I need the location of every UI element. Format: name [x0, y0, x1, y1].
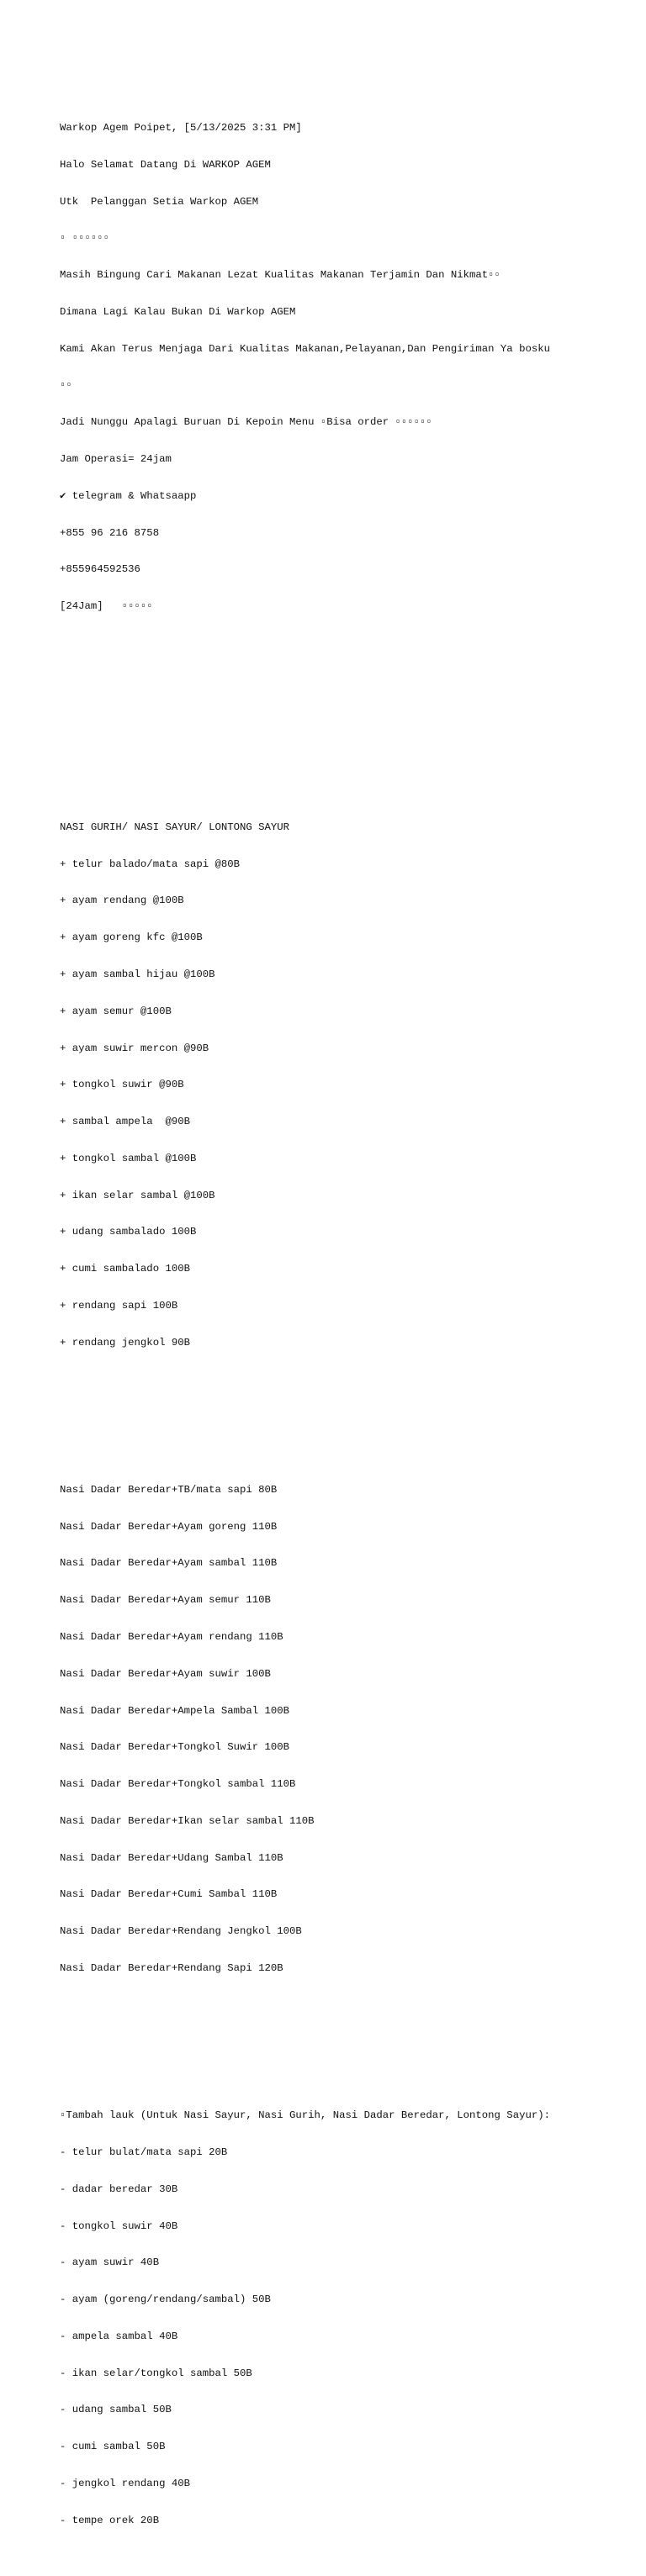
menu-item: + ayam semur @100B: [60, 1005, 172, 1017]
menu-item: - jengkol rendang 40B: [60, 2477, 190, 2489]
menu-item: + udang sambalado 100B: [60, 1226, 197, 1238]
menu-item: Nasi Dadar Beredar+Ayam semur 110B: [60, 1594, 271, 1607]
spacer: [60, 674, 632, 687]
header-line: Jadi Nunggu Apalagi Buruan Di Kepoin Menu ▫Bisa order ▫▫▫▫▫▫: [60, 416, 432, 429]
spacer: [60, 710, 632, 723]
menu-item: + ayam suwir mercon @90B: [60, 1042, 209, 1054]
menu-item: - ayam (goreng/rendang/sambal) 50B: [60, 2294, 271, 2306]
menu-item: - tempe orek 20B: [60, 2514, 160, 2526]
menu-item: Nasi Dadar Beredar+Ampela Sambal 100B: [60, 1704, 290, 1717]
menu-item: + tongkol suwir @90B: [60, 1079, 184, 1091]
section-title: ▫Tambah lauk (Untuk Nasi Sayur, Nasi Gurih, Nasi Dadar Beredar, Lontong Sayur):: [60, 2109, 550, 2122]
spacer: [60, 1410, 632, 1423]
menu-item: + telur balado/mata sapi @80B: [60, 858, 241, 870]
menu-item: Nasi Dadar Beredar+TB/mata sapi 80B: [60, 1483, 278, 1496]
header-line: Warkop Agem Poipet, [5/13/2025 3:31 PM]: [60, 121, 302, 134]
menu-item: + cumi sambalado 100B: [60, 1263, 190, 1275]
menu-item: Nasi Dadar Beredar+Ayam goreng 110B: [60, 1520, 278, 1533]
menu-item: - ampela sambal 40B: [60, 2330, 178, 2342]
menu-item: - udang sambal 50B: [60, 2404, 172, 2416]
menu-item: Nasi Dadar Beredar+Tongkol Suwir 100B: [60, 1741, 290, 1754]
header-line: Dimana Lagi Kalau Bukan Di Warkop AGEM: [60, 305, 296, 318]
header-line: Masih Bingung Cari Makanan Lezat Kualitas Makanan Terjamin Dan Nikmat▫▫: [60, 269, 500, 282]
header-line: Halo Selamat Datang Di WARKOP AGEM: [60, 158, 271, 171]
menu-item: - cumi sambal 50B: [60, 2441, 166, 2453]
menu-item: + ayam goreng kfc @100B: [60, 932, 203, 944]
menu-item: + tongkol sambal @100B: [60, 1152, 197, 1164]
phone-number: +855 96 216 8758: [60, 526, 160, 539]
menu-item: Nasi Dadar Beredar+Rendang Sapi 120B: [60, 1962, 283, 1975]
menu-item: - tongkol suwir 40B: [60, 2220, 178, 2232]
header-line: [24Jam] ▫▫▫▫▫: [60, 600, 153, 613]
spacer: [60, 747, 632, 760]
menu-item: + rendang sapi 100B: [60, 1299, 178, 1312]
menu-section-tambah-lauk: [60, 2085, 632, 2552]
menu-item: - ikan selar/tongkol sambal 50B: [60, 2367, 252, 2379]
menu-item: Nasi Dadar Beredar+Ikan selar sambal 110B: [60, 1814, 315, 1827]
menu-item: - dadar beredar 30B: [60, 2183, 178, 2195]
menu-item: + ayam sambal hijau @100B: [60, 968, 215, 980]
menu-item: - ayam suwir 40B: [60, 2257, 160, 2269]
menu-item: Nasi Dadar Beredar+Udang Sambal 110B: [60, 1851, 283, 1864]
menu-item: + sambal ampela @90B: [60, 1116, 190, 1128]
menu-item: Nasi Dadar Beredar+Cumi Sambal 110B: [60, 1888, 278, 1901]
menu-item: Nasi Dadar Beredar+Ayam sambal 110B: [60, 1557, 278, 1570]
menu-section-nasi-dadar: [60, 1460, 632, 1999]
menu-item: Nasi Dadar Beredar+Rendang Jengkol 100B: [60, 1925, 302, 1938]
header-line: ▫ ▫▫▫▫▫▫: [60, 232, 110, 245]
header-line: Jam Operasi= 24jam: [60, 453, 172, 465]
header-line: Kami Akan Terus Menjaga Dari Kualitas Makanan,Pelayanan,Dan Pengiriman Ya bosku: [60, 342, 550, 355]
document-page: [60, 61, 632, 2576]
menu-item: Nasi Dadar Beredar+Ayam suwir 100B: [60, 1667, 271, 1680]
spacer: [60, 2036, 632, 2049]
menu-item: Nasi Dadar Beredar+Tongkol sambal 110B: [60, 1778, 296, 1791]
menu-item: + ikan selar sambal @100B: [60, 1189, 215, 1201]
intro-block: [60, 98, 632, 637]
menu-item: + ayam rendang @100B: [60, 895, 184, 907]
menu-item: Nasi Dadar Beredar+Ayam rendang 110B: [60, 1631, 283, 1643]
header-line: Utk Pelanggan Setia Warkop AGEM: [60, 195, 259, 208]
phone-number: +855964592536: [60, 563, 140, 576]
section-title: NASI GURIH/ NASI SAYUR/ LONTONG SAYUR: [60, 821, 290, 833]
header-line: ▫▫: [60, 379, 72, 392]
menu-section-nasi-gurih: [60, 797, 632, 1374]
menu-item: + rendang jengkol 90B: [60, 1336, 190, 1349]
menu-item: - telur bulat/mata sapi 20B: [60, 2146, 228, 2158]
header-line: ✔ telegram & Whatsaapp: [60, 489, 197, 502]
